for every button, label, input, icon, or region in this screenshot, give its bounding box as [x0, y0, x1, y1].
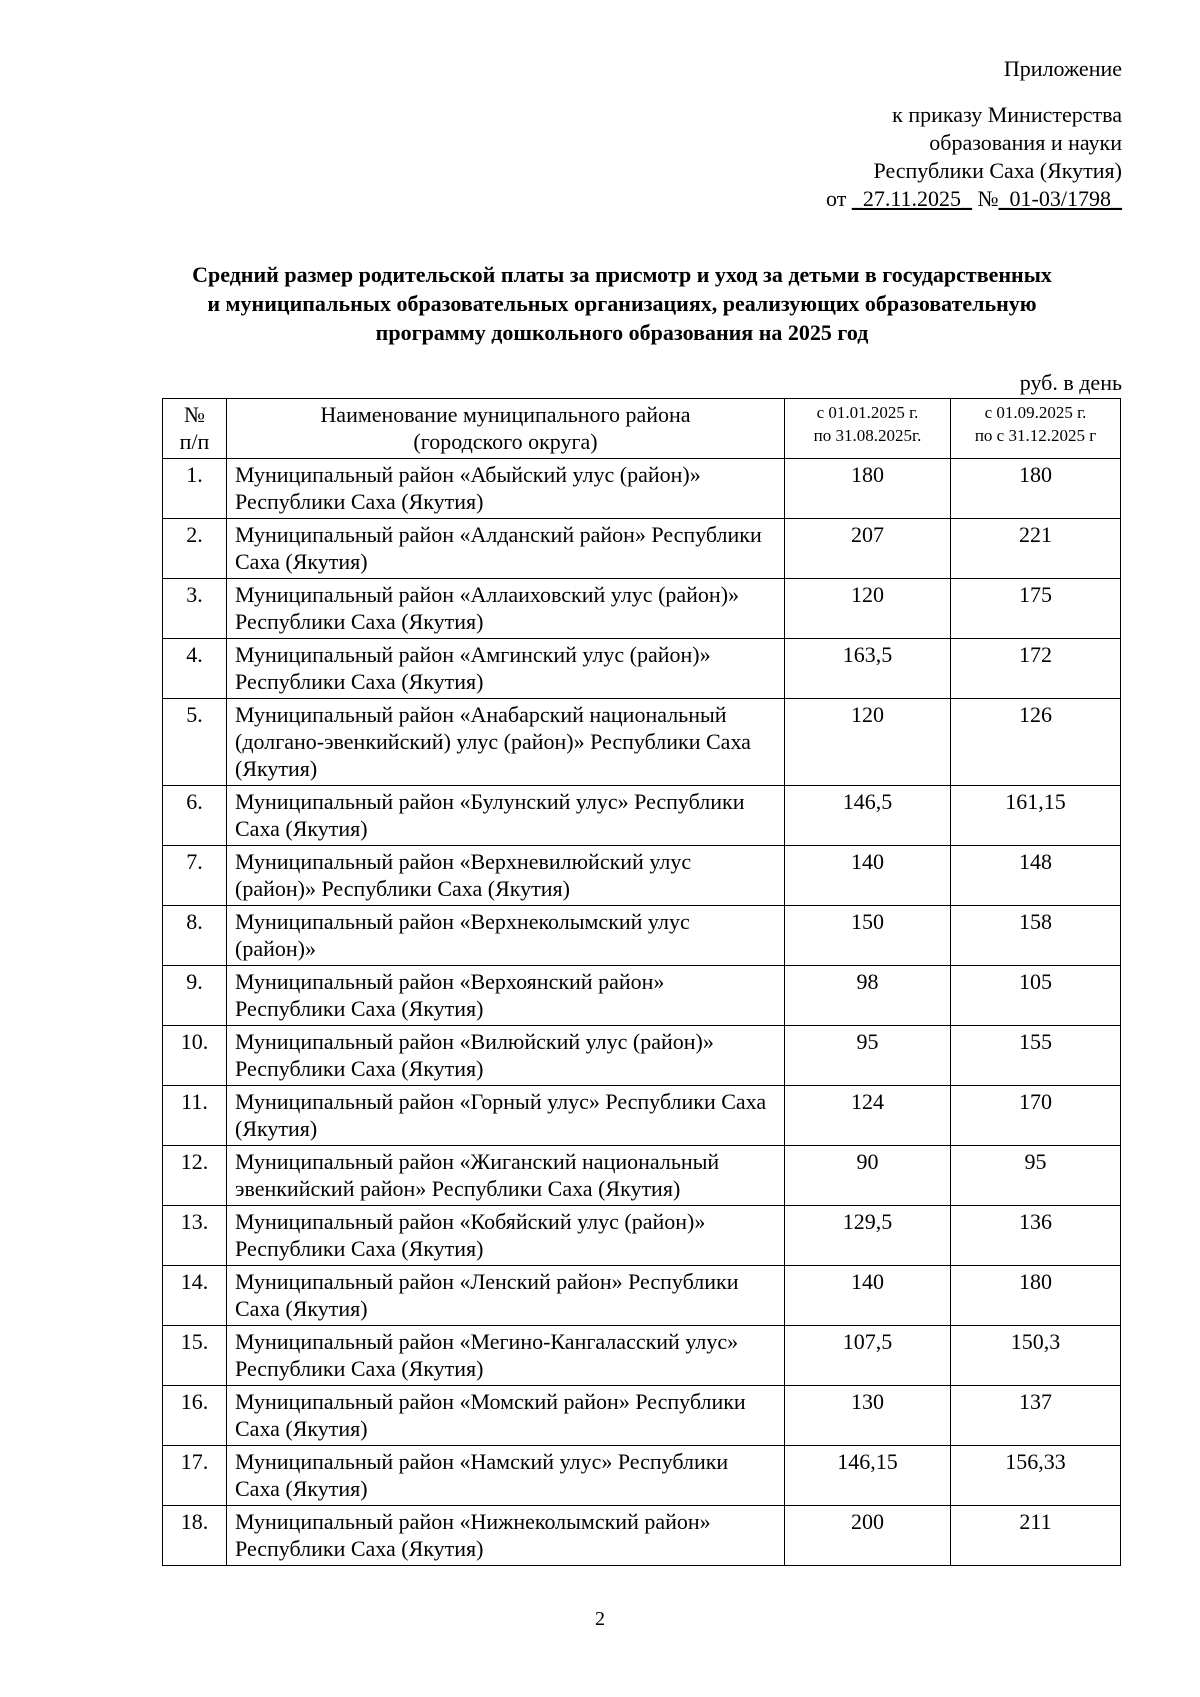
- appendix-title: Приложение: [1003, 56, 1122, 81]
- header-name-line-2: (городского округа): [413, 429, 598, 454]
- fee-period-2: 105: [951, 966, 1121, 1026]
- title-line-2: и муниципальных образовательных организациях, реализующих образовательную: [207, 291, 1037, 316]
- table-row: [163, 1386, 1121, 1446]
- fee-period-2: 126: [951, 699, 1121, 786]
- row-number: 7.: [163, 846, 227, 906]
- order-number-label: №: [972, 186, 999, 211]
- table-row: [163, 459, 1121, 519]
- district-name: Муниципальный район «Жиганский национальный эвенкийский район» Республики Саха (Якутия): [227, 1146, 785, 1206]
- title-line-3: программу дошкольного образования на 2025 год: [375, 320, 869, 345]
- fee-period-2: 95: [951, 1146, 1121, 1206]
- row-number: 3.: [163, 579, 227, 639]
- row-number: 8.: [163, 906, 227, 966]
- fee-period-1: 120: [785, 579, 951, 639]
- fee-period-1: 130: [785, 1386, 951, 1446]
- fee-period-2: 158: [951, 906, 1121, 966]
- header-period-2-line-2: по с 31.12.2025 г: [974, 426, 1097, 445]
- row-number: 18.: [163, 1506, 227, 1566]
- fee-period-2: 156,33: [951, 1446, 1121, 1506]
- fee-period-2: 172: [951, 639, 1121, 699]
- district-name: Муниципальный район «Момский район» Республики Саха (Якутия): [227, 1386, 785, 1446]
- row-number: 2.: [163, 519, 227, 579]
- table-row: [163, 1326, 1121, 1386]
- fees-table: [162, 398, 1121, 1566]
- row-number: 11.: [163, 1086, 227, 1146]
- district-name: Муниципальный район «Аллаиховский улус (район)» Республики Саха (Якутия): [227, 579, 785, 639]
- row-number: 12.: [163, 1146, 227, 1206]
- row-number: 4.: [163, 639, 227, 699]
- fee-period-1: 95: [785, 1026, 951, 1086]
- fee-period-2: 175: [951, 579, 1121, 639]
- fee-period-2: 161,15: [951, 786, 1121, 846]
- row-number: 9.: [163, 966, 227, 1026]
- row-number: 5.: [163, 699, 227, 786]
- table-row: [163, 906, 1121, 966]
- district-name: Муниципальный район «Нижнеколымский район» Республики Саха (Якутия): [227, 1506, 785, 1566]
- table-row: [163, 699, 1121, 786]
- unit-label: руб. в день: [1019, 370, 1122, 395]
- district-name: Муниципальный район «Абыйский улус (район)» Республики Саха (Якутия): [227, 459, 785, 519]
- row-number: 17.: [163, 1446, 227, 1506]
- table-row: [163, 1026, 1121, 1086]
- district-name: Муниципальный район «Кобяйский улус (район)» Республики Саха (Якутия): [227, 1206, 785, 1266]
- row-number: 6.: [163, 786, 227, 846]
- appendix-line-2: образования и науки: [929, 130, 1122, 155]
- table-row: [163, 786, 1121, 846]
- fee-period-1: 140: [785, 846, 951, 906]
- fee-period-2: 155: [951, 1026, 1121, 1086]
- table-row: [163, 966, 1121, 1026]
- fee-period-2: 221: [951, 519, 1121, 579]
- row-number: 1.: [163, 459, 227, 519]
- fee-period-1: 180: [785, 459, 951, 519]
- district-name: Муниципальный район «Мегино-Кангаласский улус» Республики Саха (Якутия): [227, 1326, 785, 1386]
- header-name-line-1: Наименование муниципального района: [320, 402, 691, 427]
- fee-period-1: 140: [785, 1266, 951, 1326]
- table-row: [163, 1146, 1121, 1206]
- header-period-1-line-2: по 31.08.2025г.: [813, 426, 922, 445]
- row-number: 15.: [163, 1326, 227, 1386]
- fee-period-1: 146,5: [785, 786, 951, 846]
- fee-period-2: 180: [951, 1266, 1121, 1326]
- page-number: 2: [595, 1608, 605, 1630]
- district-name: Муниципальный район «Ленский район» Республики Саха (Якутия): [227, 1266, 785, 1326]
- fee-period-2: 137: [951, 1386, 1121, 1446]
- fee-period-1: 207: [785, 519, 951, 579]
- document-title: [120, 260, 1124, 347]
- fee-period-1: 150: [785, 906, 951, 966]
- order-reference: [826, 185, 1122, 213]
- table-row: [163, 519, 1121, 579]
- table-row: [163, 846, 1121, 906]
- table-body: [163, 459, 1121, 1566]
- fee-period-2: 211: [951, 1506, 1121, 1566]
- fee-period-1: 146,15: [785, 1446, 951, 1506]
- table-row: [163, 639, 1121, 699]
- row-number: 14.: [163, 1266, 227, 1326]
- order-date: _27.11.2025_: [851, 186, 973, 211]
- fee-period-2: 170: [951, 1086, 1121, 1146]
- row-number: 16.: [163, 1386, 227, 1446]
- appendix-line-3: Республики Саха (Якутия): [873, 158, 1122, 183]
- fee-period-1: 163,5: [785, 639, 951, 699]
- district-name: Муниципальный район «Намский улус» Республики Саха (Якутия): [227, 1446, 785, 1506]
- header-number-line-1: №: [184, 402, 205, 427]
- header-number-line-2: п/п: [179, 429, 210, 454]
- district-name: Муниципальный район «Амгинский улус (район)» Республики Саха (Якутия): [227, 639, 785, 699]
- header-district-name: [227, 399, 785, 459]
- fee-period-1: 90: [785, 1146, 951, 1206]
- district-name: Муниципальный район «Булунский улус» Республики Саха (Якутия): [227, 786, 785, 846]
- table-row: [163, 1086, 1121, 1146]
- district-name: Муниципальный район «Верхнеколымский улус (район)»: [227, 906, 785, 966]
- fee-period-1: 124: [785, 1086, 951, 1146]
- header-number: [163, 399, 227, 459]
- header-period-1-line-1: с 01.01.2025 г.: [816, 403, 919, 422]
- fee-period-1: 120: [785, 699, 951, 786]
- appendix-line-1: к приказу Министерства: [892, 102, 1122, 127]
- district-name: Муниципальный район «Алданский район» Республики Саха (Якутия): [227, 519, 785, 579]
- fee-period-2: 180: [951, 459, 1121, 519]
- district-name: Муниципальный район «Верхоянский район» Республики Саха (Якутия): [227, 966, 785, 1026]
- table-row: [163, 1446, 1121, 1506]
- table-row: [163, 1206, 1121, 1266]
- fee-period-1: 129,5: [785, 1206, 951, 1266]
- appendix-header: [826, 55, 1122, 213]
- fee-period-1: 98: [785, 966, 951, 1026]
- table-row: [163, 579, 1121, 639]
- district-name: Муниципальный район «Верхневилюйский улус (район)» Республики Саха (Якутия): [227, 846, 785, 906]
- fee-period-1: 200: [785, 1506, 951, 1566]
- fee-period-1: 107,5: [785, 1326, 951, 1386]
- order-number: _01-03/1798_: [998, 186, 1122, 211]
- table-header-row: [163, 399, 1121, 459]
- district-name: Муниципальный район «Вилюйский улус (район)» Республики Саха (Якутия): [227, 1026, 785, 1086]
- title-line-1: Средний размер родительской платы за присмотр и уход за детьми в государственных: [192, 262, 1052, 287]
- table-row: [163, 1266, 1121, 1326]
- fee-period-2: 136: [951, 1206, 1121, 1266]
- table-row: [163, 1506, 1121, 1566]
- fee-period-2: 150,3: [951, 1326, 1121, 1386]
- header-period-2: [951, 399, 1121, 459]
- order-prefix: от: [826, 186, 852, 211]
- fee-period-2: 148: [951, 846, 1121, 906]
- row-number: 10.: [163, 1026, 227, 1086]
- row-number: 13.: [163, 1206, 227, 1266]
- header-period-1: [785, 399, 951, 459]
- district-name: Муниципальный район «Горный улус» Республики Саха (Якутия): [227, 1086, 785, 1146]
- header-period-2-line-1: с 01.09.2025 г.: [984, 403, 1087, 422]
- district-name: Муниципальный район «Анабарский национальный (долгано-эвенкийский) улус (район)» Республики Саха (Якутия): [227, 699, 785, 786]
